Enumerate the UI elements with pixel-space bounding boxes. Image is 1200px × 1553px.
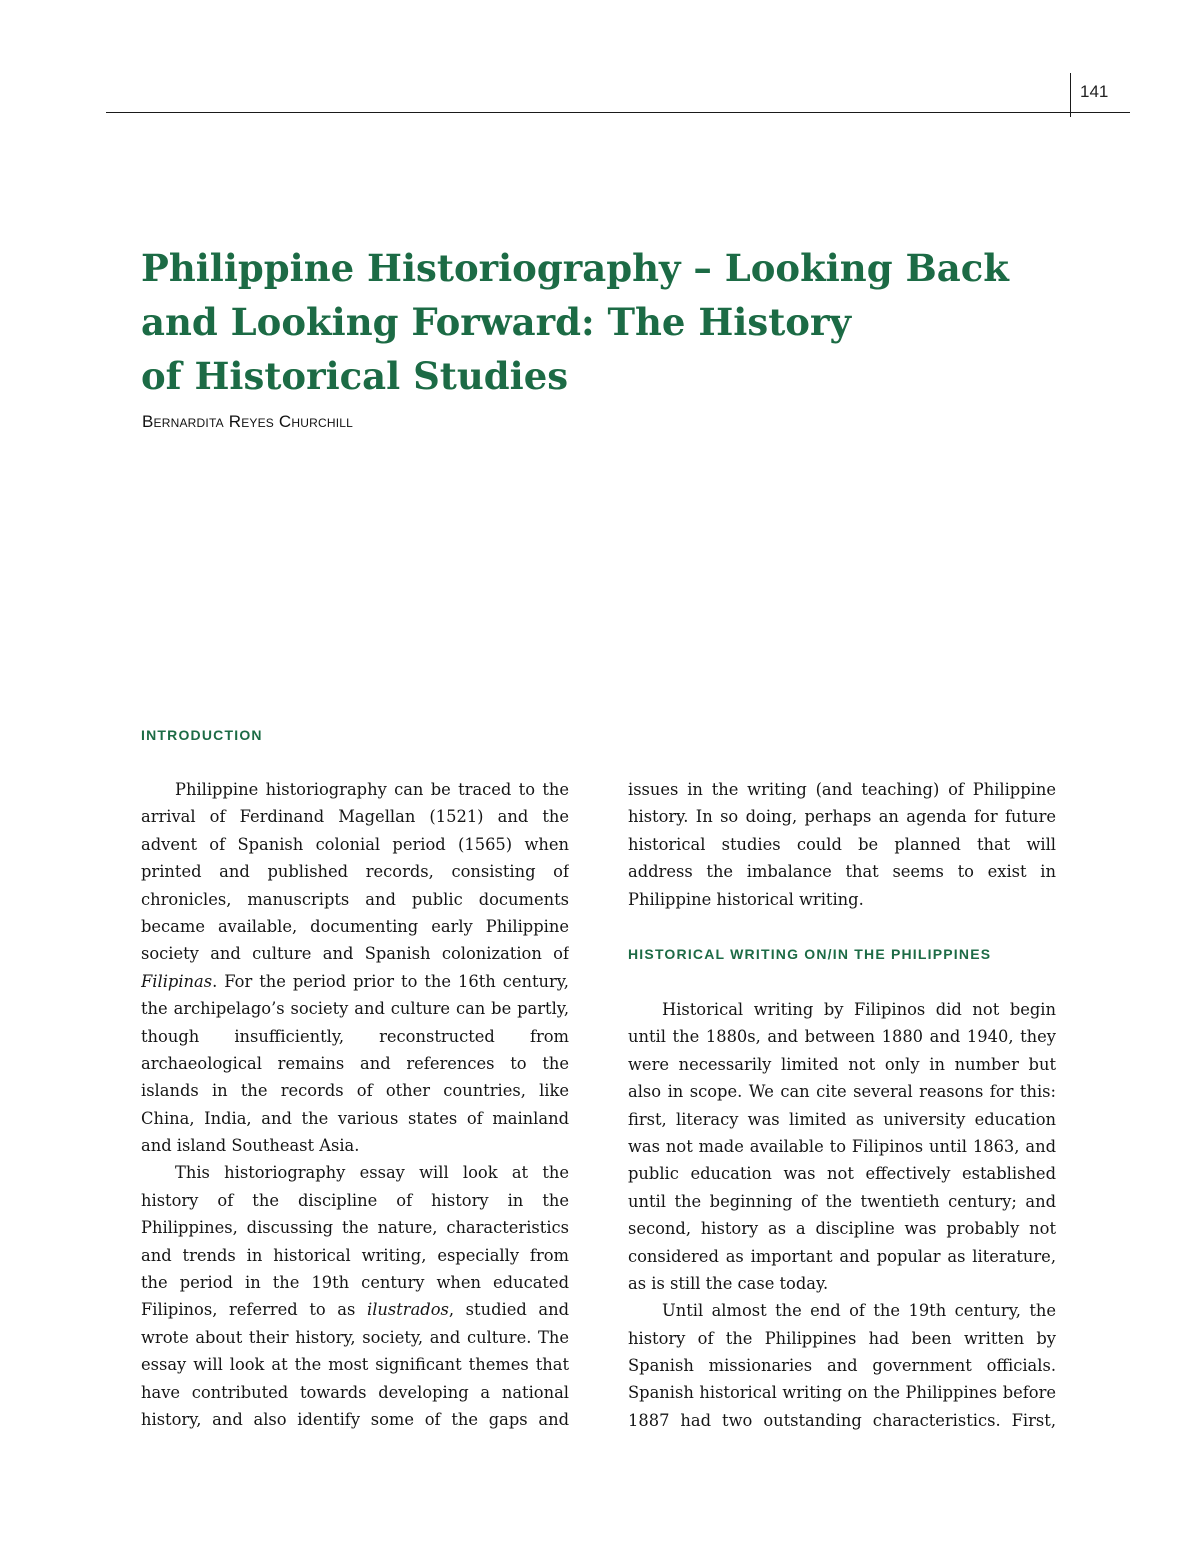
text-segment: . For the period prior to the 16th century, <box>212 971 569 991</box>
page-number: 141 <box>1080 82 1109 101</box>
right-column <box>628 776 1056 913</box>
text-line: until the beginning of the twentieth century; and <box>628 1191 1056 1211</box>
header-rule <box>106 112 1130 113</box>
text-line: address the imbalance that seems to exist in <box>628 862 1056 882</box>
left-column <box>141 776 569 1433</box>
text-line: chronicles, manuscripts and public documents <box>141 889 569 909</box>
text-line: and island Southeast Asia. <box>141 1136 360 1156</box>
text-line <box>141 1296 569 1323</box>
text-line: printed and published records, consisting of <box>141 862 569 882</box>
text-line: islands in the records of other countries, like <box>141 1081 569 1101</box>
text-line: the period in the 19th century when educated <box>141 1273 569 1293</box>
text-line: public education was not effectively established <box>628 1164 1056 1184</box>
section-heading-historical-writing: HISTORICAL WRITING ON/IN THE PHILIPPINES <box>628 946 992 962</box>
text-line: Spanish missionaries and government officials. <box>628 1356 1056 1376</box>
text-line: archaeological remains and references to the <box>141 1053 569 1073</box>
text-line: Historical writing by Filipinos did not begin <box>662 1000 1056 1019</box>
text-line: became available, documenting early Philippine <box>141 916 569 936</box>
text-line: Philippines, discussing the nature, characteristics <box>141 1218 569 1238</box>
text-line: historical studies could be planned that will <box>628 834 1056 854</box>
paragraph-historical-2 <box>628 1297 1056 1434</box>
text-line: issues in the writing (and teaching) of Philippine <box>628 780 1056 799</box>
text-line: though insufficiently, reconstructed from <box>141 1026 569 1046</box>
title-line: and Looking Forward: The History <box>141 300 851 344</box>
text-line: have contributed towards developing a national <box>141 1382 569 1402</box>
text-line: This historiography essay will look at the <box>175 1163 569 1183</box>
right-column-section-2 <box>628 996 1056 1434</box>
text-line: arrival of Ferdinand Magellan (1521) and the <box>141 807 569 827</box>
text-line: the archipelago’s society and culture can be partly, <box>141 999 569 1019</box>
italic-term: ilustrados <box>367 1300 449 1320</box>
text-line: history of the discipline of history in the <box>141 1190 569 1210</box>
text-line: were necessarily limited not only in number but <box>628 1054 1056 1074</box>
text-line: was not made available to Filipinos until 1863, and <box>628 1136 1056 1156</box>
text-line: until the 1880s, and between 1880 and 1940, they <box>628 1027 1056 1047</box>
text-line: history. In so doing, perhaps an agenda for future <box>628 807 1056 827</box>
text-line: Spanish historical writing on the Philippines before <box>628 1383 1056 1403</box>
paragraph-intro-3 <box>628 776 1056 913</box>
article-title <box>141 241 1041 403</box>
text-line: first, literacy was limited as university education <box>628 1109 1056 1129</box>
text-line: essay will look at the most significant themes that <box>141 1355 569 1375</box>
text-line: Until almost the end of the 19th century, the <box>662 1301 1056 1321</box>
text-line: as is still the case today. <box>628 1273 829 1293</box>
text-line: history of the Philippines had been written by <box>628 1328 1056 1348</box>
paragraph-intro-2 <box>141 1159 569 1433</box>
text-line: China, India, and the various states of mainland <box>141 1108 569 1128</box>
text-line: and trends in historical writing, especially from <box>141 1245 569 1265</box>
text-line <box>141 968 569 995</box>
italic-term: Filipinas <box>141 971 213 991</box>
text-line: Philippine historiography can be traced to the <box>175 780 569 799</box>
text-segment: Filipinos, referred to as <box>141 1300 367 1320</box>
title-line: Philippine Historiography – Looking Back <box>141 246 1009 290</box>
text-line: also in scope. We can cite several reasons for this: <box>628 1082 1056 1102</box>
paragraph-historical-1 <box>628 996 1056 1297</box>
paragraph-intro-1 <box>141 776 569 1159</box>
text-line: second, history as a discipline was probably not <box>628 1219 1056 1239</box>
title-line: of Historical Studies <box>141 354 569 398</box>
text-line: 1887 had two outstanding characteristics. First, <box>628 1410 1056 1430</box>
text-segment: , studied and <box>448 1300 569 1320</box>
text-line: wrote about their history, society, and culture. The <box>141 1327 569 1347</box>
text-line: society and culture and Spanish colonization of <box>141 944 569 964</box>
author-name: Bernardita Reyes Churchill <box>142 412 354 431</box>
text-line: advent of Spanish colonial period (1565) when <box>141 834 569 854</box>
page-number-divider <box>1070 73 1071 117</box>
section-heading-introduction: INTRODUCTION <box>141 727 263 743</box>
text-line: history, and also identify some of the gaps and <box>141 1409 569 1429</box>
text-line: Philippine historical writing. <box>628 889 864 909</box>
text-line: considered as important and popular as literature, <box>628 1246 1056 1266</box>
